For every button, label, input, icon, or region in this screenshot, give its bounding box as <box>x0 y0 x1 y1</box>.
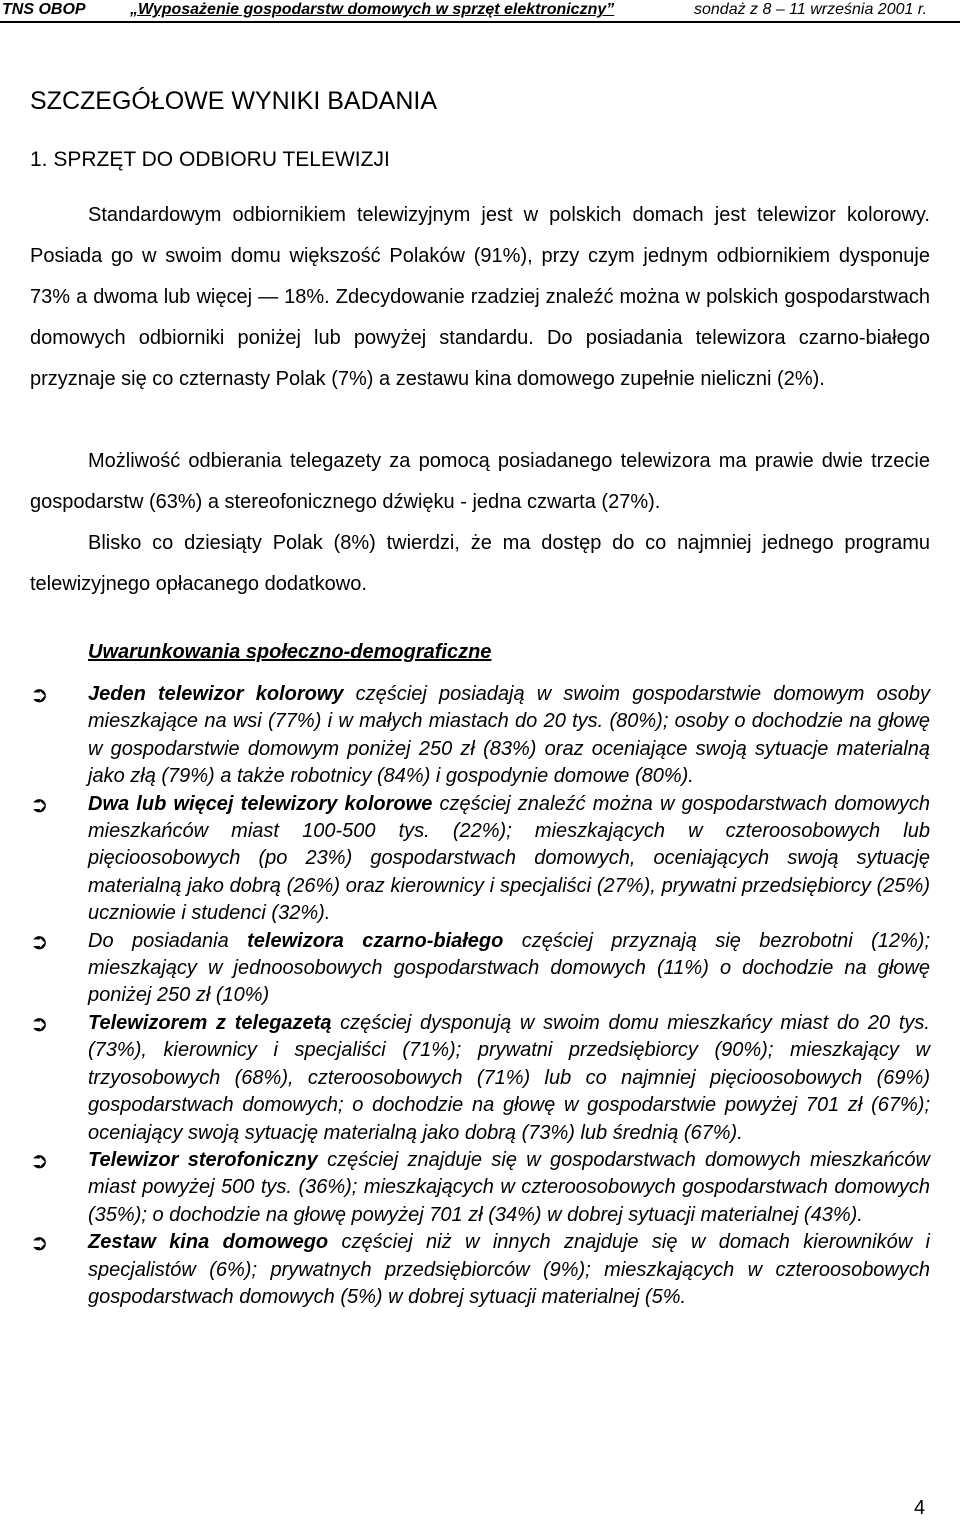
list-item <box>0 1010 960 1147</box>
arrow-icon: ➲ <box>30 1147 49 1173</box>
list-item-bold: Dwa lub więcej telewizory kolorowe <box>88 792 433 815</box>
list-item-text: Dwa lub więcej telewizory kolorowe częściej znaleźć można w gospodarstwach domowych mieszkańców miast 100-500 tys. (22%); mieszkających w czteroosobowych lub pięcioosobowych (po 23%) gospodarstwach domowych, oceniających swoją sytuację materialną jako dobrą (26%) oraz kierownicy i specjaliści (27%), prywatni przedsiębiorcy (25%) uczniowie i studenci (32%). <box>88 792 931 925</box>
list-item <box>0 1147 960 1229</box>
list-item <box>0 1229 960 1311</box>
list-item-text: Telewizorem z telegazetą częściej dysponują w swoim domu mieszkańcy miast do 20 tys. (73%), kierownicy i specjaliści (71%); prywatni przedsiębiorcy (90%); mieszkający w trzyosobowych (68%), czteroosobowych (71%) lub co najmniej pięcioosobowych (69%) gospodarstwach domowych; o dochodzie na głowę w gospodarstwie powyżej 701 zł (67%); oceniający swoją sytuację materialną jako dobrą (73%) lub średnią (67%). <box>88 1011 930 1144</box>
list-item-bold: Telewizor sterofoniczny <box>88 1148 318 1171</box>
list-item-bold: telewizora czarno-białego <box>247 929 504 952</box>
arrow-icon: ➲ <box>30 682 49 707</box>
list-item <box>0 928 960 1010</box>
header-org: TNS OBOP <box>2 1 86 18</box>
header-title: „Wyposażenie gospodarstw domowych w sprzęt elektroniczny” <box>130 1 615 18</box>
page-number: 4 <box>914 1497 926 1519</box>
list-item-bold: Jeden telewizor kolorowy <box>88 683 344 705</box>
arrow-icon: ➲ <box>30 791 49 817</box>
bullet-list <box>0 681 960 1311</box>
list-item-bold: Zestaw kina domowego <box>88 1231 329 1254</box>
list-item <box>0 791 960 928</box>
header-survey-date: sondaż z 8 – 11 września 2001 r. <box>694 1 928 18</box>
paragraph-1: Standardowym odbiornikiem telewizyjnym jest w polskich domach jest telewizor kolorowy. Posiada go w swoim domu większość Polaków (91%), przy czym jednym odbiornikiem dysponuje 73% a dwoma lub więcej — 18%. Zdecydowanie rzadziej znaleźć można w polskich gospodarstwach domowych odbiorniki poniżej lub powyżej standardu. Do posiadania telewizora czarno-białego przyznaje się co czternasty Polak (7%) a zestawu kina domowego zupełnie nieliczni (2%). <box>30 204 930 390</box>
list-item-text: Jeden telewizor kolorowy częściej posiadają w swoim gospodarstwie domowym osoby mieszkające na wsi (77%) i w małych miastach do 20 tys. (80%); osoby o dochodzie na głowę w gospodarstwie domowym poniżej 250 zł (83%) oraz oceniające swoją sytuacje materialną jako złą (79%) a także robotnicy (84%) i gospodynie domowe (80%). <box>88 683 931 788</box>
paragraph-2: Możliwość odbierania telegazety za pomocą posiadanego telewizora ma prawie dwie trzecie gospodarstw (63%) a stereofonicznego dźwięku - jedna czwarta (27%). <box>30 450 930 513</box>
section-title: 1. SPRZĘT DO ODBIORU TELEWIZJI <box>30 148 390 171</box>
arrow-icon: ➲ <box>30 1230 49 1256</box>
list-item-text: Telewizor sterofoniczny częściej znajduje się w gospodarstwach domowych mieszkańców miast powyżej 500 tys. (36%); mieszkających w czteroosobowych gospodarstwach domowych (35%); o dochodzie na głowę powyżej 701 zł (34%) w dobrej sytuacji materialnej (43%). <box>88 1148 930 1226</box>
page-header <box>0 0 960 23</box>
main-title: SZCZEGÓŁOWE WYNIKI BADANIA <box>30 86 437 115</box>
list-item-bold: Telewizorem z telegazetą <box>88 1011 332 1034</box>
paragraph-3: Blisko co dziesiąty Polak (8%) twierdzi, że ma dostęp do co najmniej jednego programu telewizyjnego opłacanego dodatkowo. <box>30 532 930 595</box>
list-item-text: Do posiadania telewizora czarno-białego częściej przyznają się bezrobotni (12%); mieszkający w jednoosobowych gospodarstwach domowych (11%) o dochodzie na głowę poniżej 250 zł (10%) <box>88 929 930 1007</box>
list-item-text: Zestaw kina domowego częściej niż w innych znajduje się w domach kierowników i specjalistów (6%); prywatnych przedsiębiorców (9%); mieszkających w czteroosobowych gospodarstwach domowych (5%) w dobrej sytuacji materialnej (5%. <box>88 1231 931 1308</box>
list-item <box>0 681 960 791</box>
arrow-icon: ➲ <box>30 928 49 954</box>
arrow-icon: ➲ <box>30 1010 49 1036</box>
subheading: Uwarunkowania społeczno-demograficzne <box>88 641 492 663</box>
